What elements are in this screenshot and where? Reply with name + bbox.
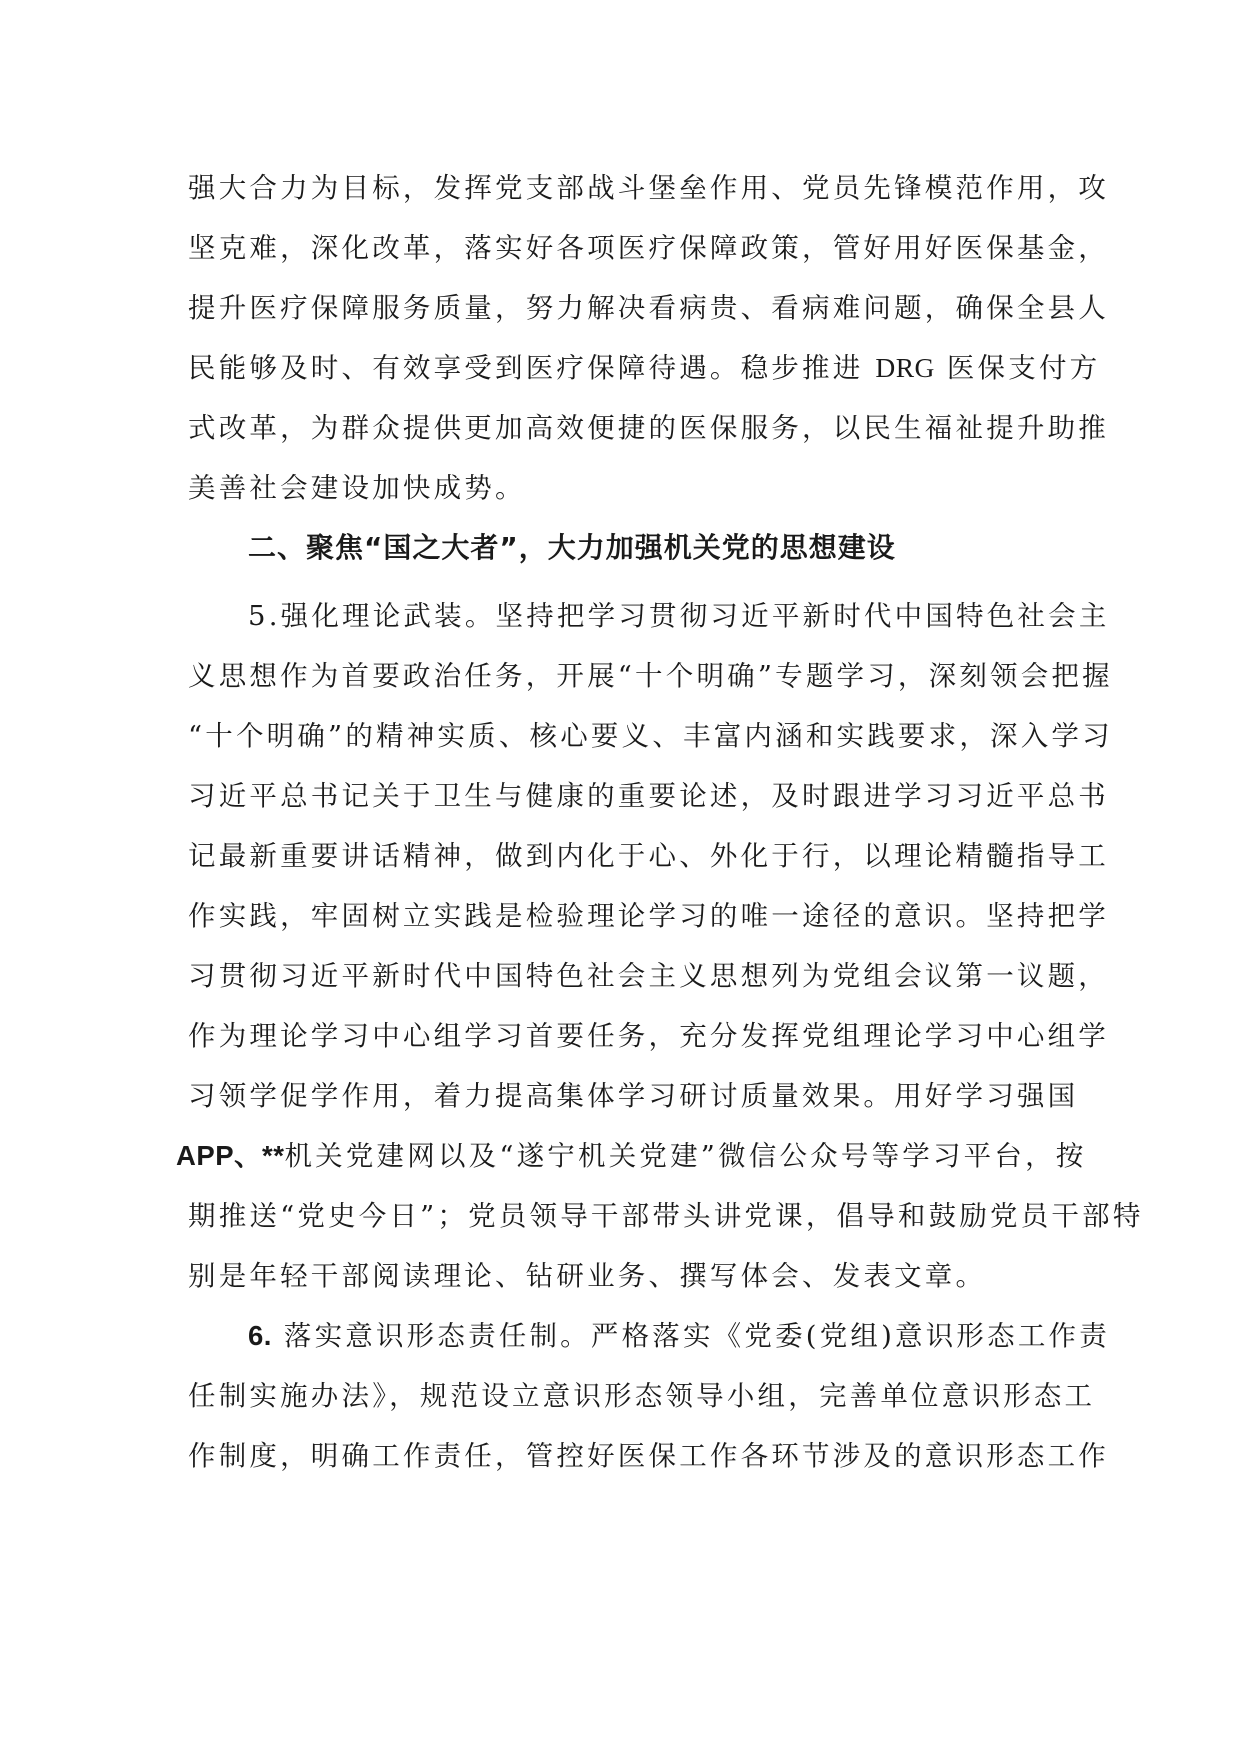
section-heading: 二、聚焦“国之大者”，大力加强机关党的思想建设 xyxy=(248,531,896,564)
body-text-line: 作实践，牢固树立实践是检验理论学习的唯一途径的意识。坚持把学 xyxy=(188,900,1109,932)
body-text-line: 5.强化理论武装。坚持把学习贯彻习近平新时代中国特色社会主 xyxy=(248,600,1110,632)
drg-term: DRG xyxy=(875,352,935,383)
body-text-line: 作制度，明确工作责任，管控好医保工作各环节涉及的意识形态工作 xyxy=(188,1440,1109,1472)
body-text-line xyxy=(176,1136,1086,1176)
body-text-line: 坚克难，深化改革，落实好各项医疗保障政策，管好用好医保基金， xyxy=(188,232,1109,264)
body-text-segment: 机关党建网以及“遂宁机关党建”微信公众号等学习平台，按 xyxy=(284,1140,1087,1172)
body-text-line: “十个明确”的精神实质、核心要义、丰富内涵和实践要求，深入学习 xyxy=(188,720,1113,752)
body-text-segment: 医保支付方 xyxy=(934,352,1101,384)
body-text-segment: 民能够及时、有效享受到医疗保障待遇。稳步推进 xyxy=(188,352,876,384)
body-text-line: 式改革，为群众提供更加高效便捷的医保服务，以民生福祉提升助推 xyxy=(188,412,1109,444)
body-text-line: 习贯彻习近平新时代中国特色社会主义思想列为党组会议第一议题， xyxy=(188,960,1109,992)
body-text-line: 提升医疗保障服务质量，努力解决看病贵、看病难问题，确保全县人 xyxy=(188,292,1109,324)
body-text-line: 强大合力为目标，发挥党支部战斗堡垒作用、党员先锋模范作用，攻 xyxy=(188,172,1109,204)
app-term: APP、** xyxy=(176,1140,285,1171)
body-text-line: 任制实施办法》，规范设立意识形态领导小组，完善单位意识形态工 xyxy=(188,1380,1096,1412)
body-text-line: 作为理论学习中心组学习首要任务，充分发挥党组理论学习中心组学 xyxy=(188,1020,1109,1052)
body-text-line: 美善社会建设加快成势。 xyxy=(188,472,526,504)
item-number: 6. xyxy=(248,1320,272,1351)
body-text-segment: 落实意识形态责任制。严格落实《党委(党组)意识形态工作责 xyxy=(271,1320,1110,1352)
body-text-line: 习近平总书记关于卫生与健康的重要论述，及时跟进学习习近平总书 xyxy=(188,780,1109,812)
body-text-line xyxy=(248,1316,1110,1356)
body-text-line: 义思想作为首要政治任务，开展“十个明确”专题学习，深刻领会把握 xyxy=(188,660,1113,692)
body-text-line: 别是年轻干部阅读理论、钻研业务、撰写体会、发表文章。 xyxy=(188,1260,987,1292)
body-text-line: 期推送“党史今日”；党员领导干部带头讲党课，倡导和鼓励党员干部特 xyxy=(188,1200,1144,1232)
body-text-line xyxy=(188,348,1100,388)
body-text-line: 习领学促学作用，着力提高集体学习研讨质量效果。用好学习强国 xyxy=(188,1080,1079,1112)
body-text-line: 记最新重要讲话精神，做到内化于心、外化于行，以理论精髓指导工 xyxy=(188,840,1109,872)
